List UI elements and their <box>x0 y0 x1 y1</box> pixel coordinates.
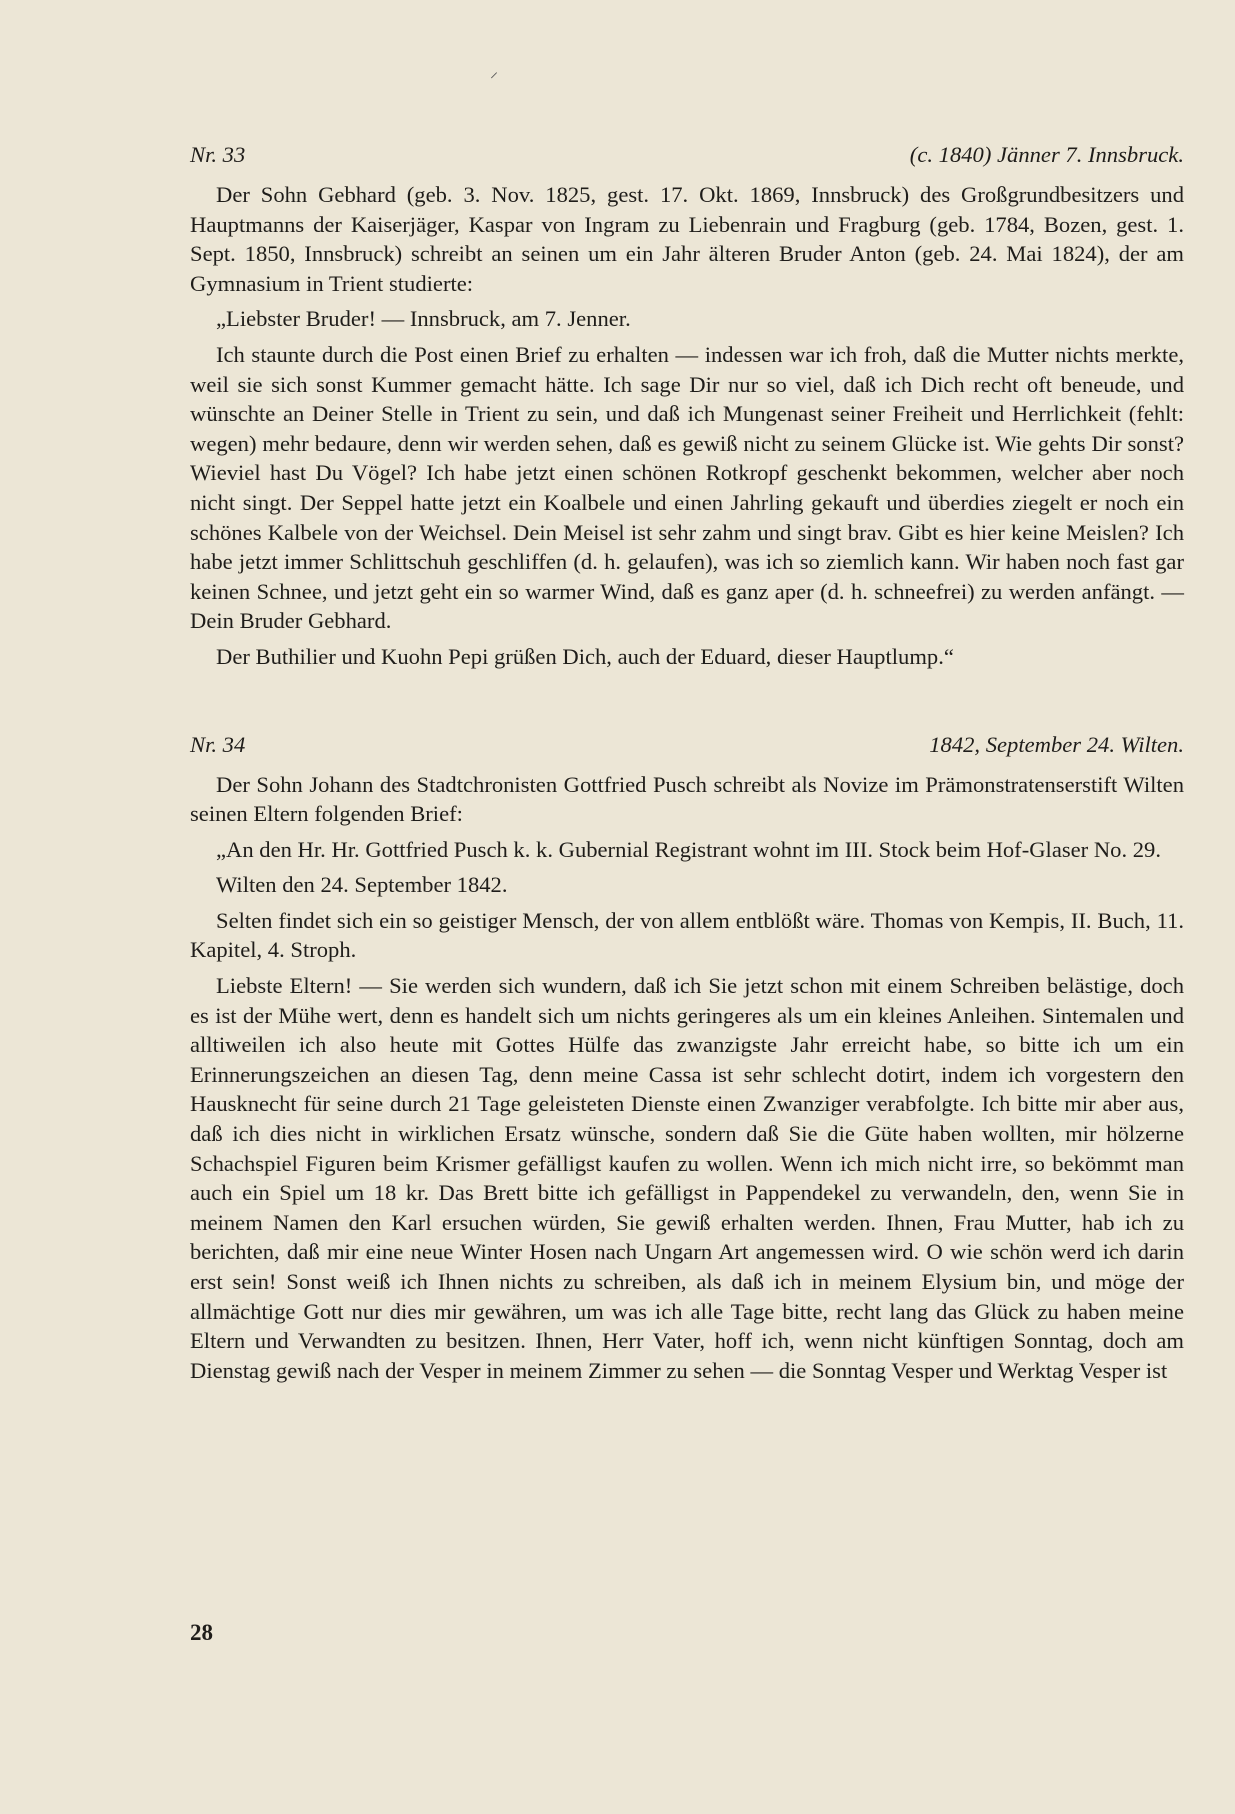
page-content <box>190 140 1184 1391</box>
page-number: 28 <box>190 1620 213 1645</box>
letter-motto: Selten findet sich ein so geistiger Mensch, der von allem entblößt wäre. Thomas von Kempis, II. Buch, 11. Kapitel, 4. Stroph. <box>190 907 1184 963</box>
entry-34 <box>190 730 1184 1386</box>
letter-body: Ich staunte durch die Post einen Brief zu erhalten — indessen war ich froh, daß die Mutter nichts merkte, weil sie sich sonst Kummer gemacht hätte. Ich sage Dir nur so viel, daß ich Dich recht oft beneude, und wünschte an Deiner Stelle in Trient zu sein, und daß ich Mungenast seiner Freiheit und Herrlichkeit (fehlt: wegen) mehr bedaure, denn wir werden sehen, daß es gewiß nicht zu seinem Glücke ist. Wie gehts Dir sonst? Wieviel hast Du Vögel? Ich habe jetzt einen schönen Rotkropf geschenkt bekommen, welcher aber noch nicht singt. Der Seppel hatte jetzt ein Koalbele und einen Jahrling gekauft und überdies ziegelt er noch ein schönes Kalbele von der Weichsel. Dein Meisel ist sehr zahm und singt brav. Gibt es hier keine Meislen? Ich habe jetzt immer Schlittschuh geschliffen (d. h. gelaufen), was ich so ziemlich kann. Wir haben noch fast gar keinen Schnee, und jetzt geht ein so warmer Wind, daß es ganz aper (d. h. schneefrei) zu werden anfängt. — Dein Bruder Gebhard. <box>190 341 1184 634</box>
ink-mark: ⸝ <box>490 64 499 81</box>
entry-33 <box>190 140 1184 672</box>
entry-heading <box>190 730 1184 760</box>
entry-date-place: 1842, September 24. Wilten. <box>929 731 1184 757</box>
entry-heading <box>190 140 1184 170</box>
letter-date-line: Wilten den 24. September 1842. <box>216 872 508 898</box>
entry-date-place: (c. 1840) Jänner 7. Innsbruck. <box>909 142 1184 167</box>
letter-postscript: Der Buthilier und Kuohn Pepi grüßen Dich, auch der Eduard, dieser Hauptlump.“ <box>216 643 954 669</box>
entry-number: Nr. 33 <box>190 142 246 167</box>
entry-intro: Der Sohn Johann des Stadtchronisten Gottfried Pusch schreibt als Novize im Prämonstratenserstift Wilten seinen Eltern folgenden Brief: <box>190 771 1184 827</box>
letter-address: „An den Hr. Hr. Gottfried Pusch k. k. Gubernial Registrant wohnt im III. Stock beim Hof-Glaser No. 29. <box>216 836 1161 862</box>
letter-body: Liebste Eltern! — Sie werden sich wundern, daß ich Sie jetzt schon mit einem Schreiben belästige, doch es ist der Mühe wert, denn es handelt sich um nichts geringeres als um ein kleines Anleihen. Sintemalen und alltiweilen ich also heute mit Gottes Hülfe das zwanzigste Jahr erreicht habe, so bitte ich um ein Erinnerungszeichen an diesen Tag, denn meine Cassa ist sehr schlecht dotirt, indem ich vorgestern den Hausknecht für seine durch 21 Tage geleisteten Dienste einen Zwanziger verabfolgte. Ich bitte mir aber aus, daß ich dies nicht in wirklichen Ersatz wünsche, sondern daß Sie die Güte haben wollten, mir hölzerne Schachspiel Figuren beim Krismer gefälligst kaufen zu wollen. Wenn ich mich nicht irre, so bekömmt man auch ein Spiel um 18 kr. Das Brett bitte ich gefälligst in Pappendekel zu verwandeln, den, wenn Sie in meinem Namen den Karl ersuchen würden, Sie gewiß erhalten werden. Ihnen, Frau Mutter, hab ich zu berichten, daß mir eine neue Winter Hosen nach Ungarn Art angemessen wird. O wie schön werd ich darin erst sein! Sonst weiß ich Ihnen nichts zu schreiben, als daß ich in meinem Elysium bin, und möge der allmächtige Gott nur dies mir gewähren, um was ich alle Tage bitte, recht lang das Glück zu haben meine Eltern und Verwandten zu besitzen. Ihnen, Herr Vater, hoff ich, wenn nicht künftigen Sonntag, doch am Dienstag gewiß nach der Vesper in meinem Zimmer zu sehen — die Sonntag Vesper und Werktag Vesper ist <box>190 973 1184 1383</box>
entry-intro: Der Sohn Gebhard (geb. 3. Nov. 1825, gest. 17. Okt. 1869, Innsbruck) des Großgrundbesitzers und Hauptmanns der Kaiserjäger, Kaspar von Ingram zu Liebenrain und Fragburg (geb. 1784, Bozen, gest. 1. Sept. 1850, Innsbruck) schreibt an seinen um ein Jahr älteren Bruder Anton (geb. 24. Mai 1824), der am Gymnasium in Trient studierte: <box>190 182 1184 296</box>
letter-salutation: „Liebster Bruder! — Innsbruck, am 7. Jenner. <box>216 306 631 332</box>
section-spacer <box>190 678 1184 730</box>
entry-number: Nr. 34 <box>190 731 246 757</box>
